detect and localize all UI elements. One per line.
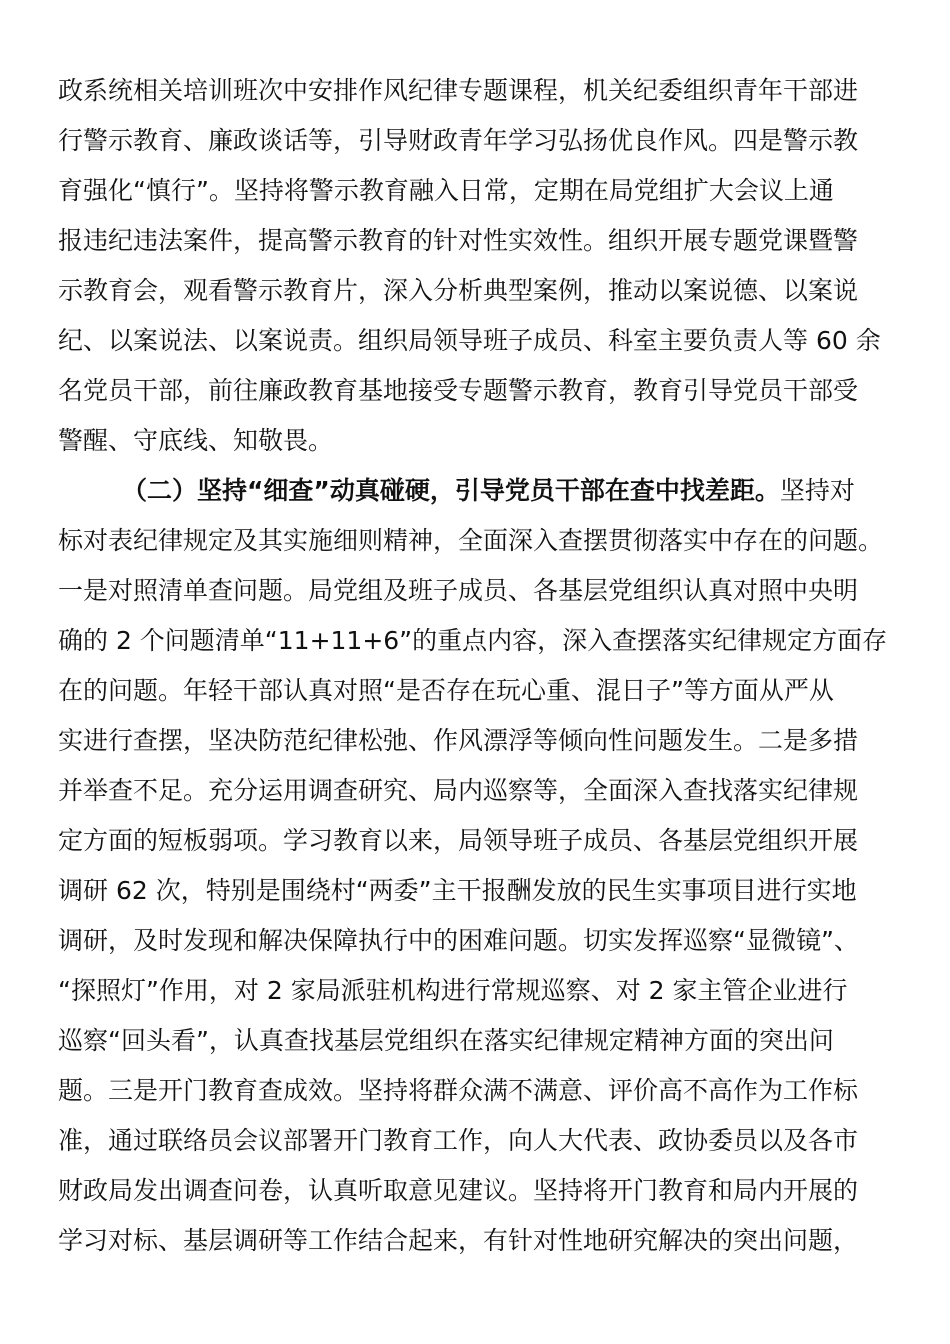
text-line: 一是对照清单查问题。局党组及班子成员、各基层党组织认真对照中央明: [58, 576, 859, 605]
text-line: “探照灯”作用，对 2 家局派驻机构进行常规巡察、对 2 家主管企业进行: [58, 976, 848, 1005]
text-line: 财政局发出调查问卷，认真听取意见建议。坚持将开门教育和局内开展的: [58, 1176, 859, 1205]
paragraph-2: [58, 466, 894, 1266]
text-line: 实进行查摆，坚决防范纪律松弛、作风漂浮等倾向性问题发生。二是多措: [58, 726, 859, 755]
document-page: [58, 66, 894, 1266]
text-line: 学习对标、基层调研等工作结合起来，有针对性地研究解决的突出问题，: [58, 1226, 859, 1255]
text-line: 名党员干部，前往廉政教育基地接受专题警示教育，教育引导党员干部受: [58, 376, 859, 405]
text-line: 定方面的短板弱项。学习教育以来，局领导班子成员、各基层党组织开展: [58, 826, 859, 855]
text-line: 育强化“慎行”。坚持将警示教育融入日常，定期在局党组扩大会议上通: [58, 176, 834, 205]
text-line: 调研，及时发现和解决保障执行中的困难问题。切实发挥巡察“显微镜”、: [58, 926, 859, 955]
text-line: 警醒、守底线、知敬畏。: [58, 426, 334, 455]
text-line: 调研 62 次，特别是围绕村“两委”主干报酬发放的民生实事项目进行实地: [58, 876, 857, 905]
text-line: 在的问题。年轻干部认真对照“是否存在玩心重、混日子”等方面从严从: [58, 676, 834, 705]
section-heading: （二）坚持“细查”动真碰硬，引导党员干部在查中找差距。: [122, 476, 780, 505]
text-line: 题。三是开门教育查成效。坚持将群众满不满意、评价高不高作为工作标: [58, 1076, 859, 1105]
paragraph-first-line: [58, 466, 894, 516]
text-line: 确的 2 个问题清单“11+11+6”的重点内容，深入查摆落实纪律规定方面存: [58, 626, 888, 655]
text-line: 巡察“回头看”，认真查找基层党组织在落实纪律规定精神方面的突出问: [58, 1026, 834, 1055]
text-line: 报违纪违法案件，提高警示教育的针对性实效性。组织开展专题党课暨警: [58, 226, 859, 255]
text-line: 示教育会，观看警示教育片，深入分析典型案例，推动以案说德、以案说: [58, 276, 859, 305]
text-line: 行警示教育、廉政谈话等，引导财政青年学习弘扬优良作风。四是警示教: [58, 126, 859, 155]
text-line: 准，通过联络员会议部署开门教育工作，向人大代表、政协委员以及各市: [58, 1126, 859, 1155]
text-line: 并举查不足。充分运用调查研究、局内巡察等，全面深入查找落实纪律规: [58, 776, 859, 805]
paragraph-1: [58, 66, 894, 466]
text-line: 政系统相关培训班次中安排作风纪律专题课程，机关纪委组织青年干部进: [58, 76, 859, 105]
text-line: 纪、以案说法、以案说责。组织局领导班子成员、科室主要负责人等 60 余: [58, 326, 881, 355]
text-line: 标对表纪律规定及其实施细则精神，全面深入查摆贯彻落实中存在的问题。: [58, 526, 884, 555]
text-run: 坚持对: [779, 476, 855, 505]
